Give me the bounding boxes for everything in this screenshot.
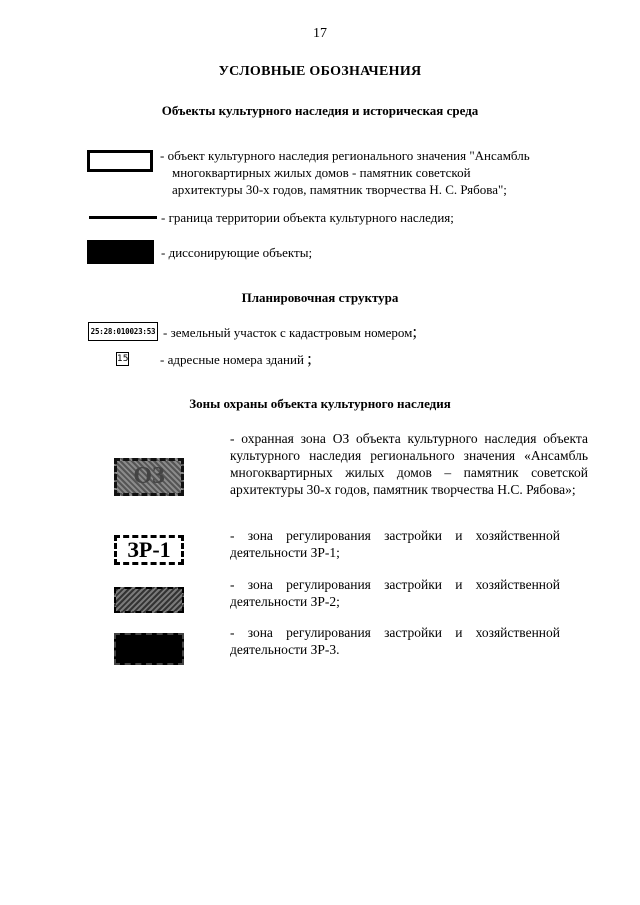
heritage-heading: Объекты культурного наследия и историческая среда (161, 103, 479, 118)
cadastral-number-symbol: 25:28:010023:53 (88, 322, 158, 341)
zone-zr2-label: - зона регулирования застройки и хозяйственной деятельности ЗР-2; (230, 577, 560, 609)
address-number-symbol: 15 (117, 354, 129, 364)
zone-zr3-symbol (114, 633, 184, 665)
zone-zr3-label: - зона регулирования застройки и хозяйственной деятельности ЗР-3. (230, 625, 560, 657)
heritage-object-line-3: архитектуры 30-х годов, памятник творчества Н. С. Рябова"; (172, 182, 507, 197)
planning-heading: Планировочная структура (241, 290, 399, 305)
address-number-suffix: ; (307, 349, 312, 368)
address-number-text: - адресные номера зданий (160, 352, 304, 367)
heritage-object-line-1: - объект культурного наследия регионального значения "Ансамбль (160, 148, 530, 163)
heritage-object-line-2: многоквартирных жилых домов - памятник советской (172, 165, 471, 180)
address-number-label (160, 350, 312, 368)
zone-zr2-symbol (114, 587, 184, 613)
territory-boundary-symbol (89, 216, 157, 219)
protection-zone-oz-label: - охранная зона ОЗ объекта культурного наследия объекта культурного наследия регионального значения «Ансамбль многоквартирных жилых домов – памятник советской архитектуры 30-х годов, памятник творчества Н.С. Рябова»; (230, 431, 588, 497)
zone-zr1-label: - зона регулирования застройки и хозяйственной деятельности ЗР-1; (230, 528, 560, 560)
territory-boundary-label: - граница территории объекта культурного наследия; (161, 210, 454, 225)
page-number: 17 (313, 26, 327, 41)
land-plot-suffix: ; (412, 322, 418, 341)
zone-zr1-symbol: ЗР-1 (114, 535, 184, 565)
page-title: УСЛОВНЫЕ ОБОЗНАЧЕНИЯ (218, 64, 422, 79)
protection-zone-oz-symbol: ОЗ (114, 458, 184, 496)
dissonant-objects-label: - диссонирующие объекты; (161, 245, 313, 260)
dissonant-objects-symbol (87, 240, 154, 264)
land-plot-text: - земельный участок с кадастровым номером (163, 325, 413, 340)
heritage-object-symbol (87, 150, 153, 172)
land-plot-label (163, 323, 417, 341)
zones-heading: Зоны охраны объекта культурного наследия (189, 396, 451, 411)
